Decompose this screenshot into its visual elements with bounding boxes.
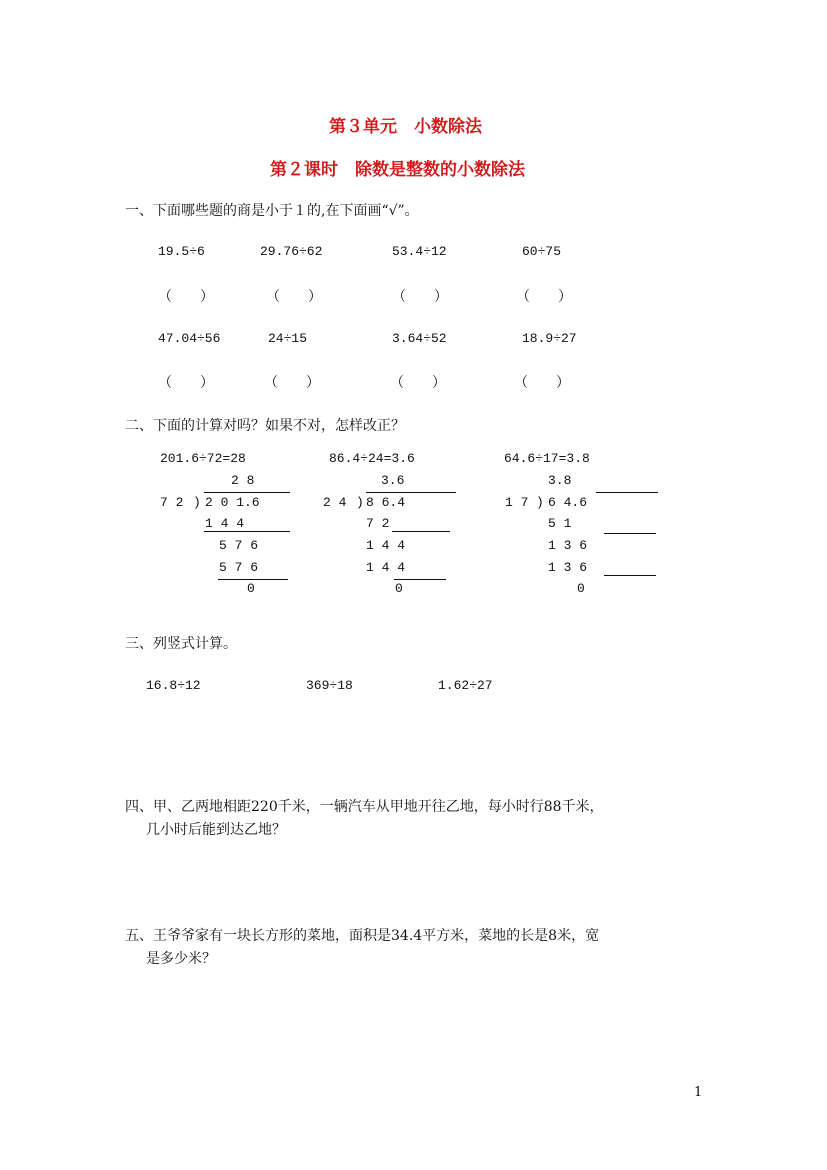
quotient: 2 8 [231,473,255,488]
answer-line[interactable] [604,533,656,534]
q5-text-line2: 是多少米？ [146,951,216,967]
q1-expr: 19.5÷6 [158,244,205,259]
q4-text-line1: 四、甲、乙两地相距220千米，一辆汽车从甲地开往乙地，每小时行88千米， [125,799,604,815]
bracket-glyph: ) [536,495,544,510]
q1-answer-blank[interactable]: （ ） [392,289,448,305]
partial-remainder: 1 3 6 [548,538,588,553]
bracket-glyph: ) [193,495,201,510]
dividend: 6 4.6 [548,495,588,510]
remainder: 0 [577,581,585,596]
rule-line [392,531,450,532]
q1-expr: 60÷75 [522,244,562,259]
rule-line [204,531,290,532]
q1-answer-blank[interactable]: （ ） [266,289,322,305]
product-line: 1 3 6 [548,560,588,575]
quotient: 3.6 [381,473,405,488]
q1-expr: 18.9÷27 [522,331,577,346]
division-bar [366,492,456,493]
q3-expr: 1.62÷27 [438,678,493,693]
q4-text-line2: 几小时后能到达乙地？ [146,822,286,838]
q1-prompt: 一、下面哪些题的商是小于１的,在下面画“√”。 [125,203,419,219]
q1-answer-blank[interactable]: （ ） [158,375,214,391]
quotient: 3.8 [548,473,572,488]
q1-expr: 29.76÷62 [260,244,323,259]
q1-answer-blank[interactable]: （ ） [514,375,570,391]
q1-expr: 3.64÷52 [392,331,447,346]
product-line: 7 2 [366,516,390,531]
division-equation: 64.6÷17=3.8 [504,451,590,466]
division-equation: 201.6÷72=28 [160,451,246,466]
rule-line [394,579,446,580]
remainder: 0 [395,581,403,596]
bracket-glyph: ) [356,495,364,510]
dividend: 8 6.4 [366,495,406,510]
q1-answer-blank[interactable]: （ ） [158,289,214,305]
dividend: 2 0 1.6 [205,495,260,510]
answer-line[interactable] [596,492,658,493]
division-bar [204,492,290,493]
q1-answer-blank[interactable]: （ ） [390,375,446,391]
q2-prompt: 二、下面的计算对吗？如果不对，怎样改正？ [125,418,405,434]
q3-expr: 369÷18 [306,678,353,693]
lesson-title: 第２课时 除数是整数的小数除法 [270,160,525,180]
partial-remainder: 5 7 6 [219,538,259,553]
answer-line[interactable] [604,575,656,576]
partial-remainder: 1 4 4 [366,538,406,553]
remainder: 0 [247,581,255,596]
q1-expr: 24÷15 [268,331,308,346]
divisor: 7 2 [160,495,184,510]
q1-expr: 53.4÷12 [392,244,447,259]
product-line: 5 7 6 [219,560,259,575]
divisor: 1 7 [505,495,529,510]
product-line: 1 4 4 [205,516,245,531]
q1-answer-blank[interactable]: （ ） [264,375,320,391]
q5-text-line1: 五、王爷爷家有一块长方形的菜地，面积是34.4平方米，菜地的长是8米，宽 [125,928,600,944]
division-equation: 86.4÷24=3.6 [329,451,415,466]
product-line: 1 4 4 [366,560,406,575]
unit-title: 第３单元 小数除法 [329,117,482,137]
q3-expr: 16.8÷12 [146,678,201,693]
q1-answer-blank[interactable]: （ ） [516,289,572,305]
rule-line [218,579,288,580]
q3-prompt: 三、列竖式计算。 [125,636,237,652]
product-line: 5 1 [548,516,572,531]
q1-expr: 47.04÷56 [158,331,221,346]
divisor: 2 4 [323,495,347,510]
page-number: 1 [694,1085,703,1100]
